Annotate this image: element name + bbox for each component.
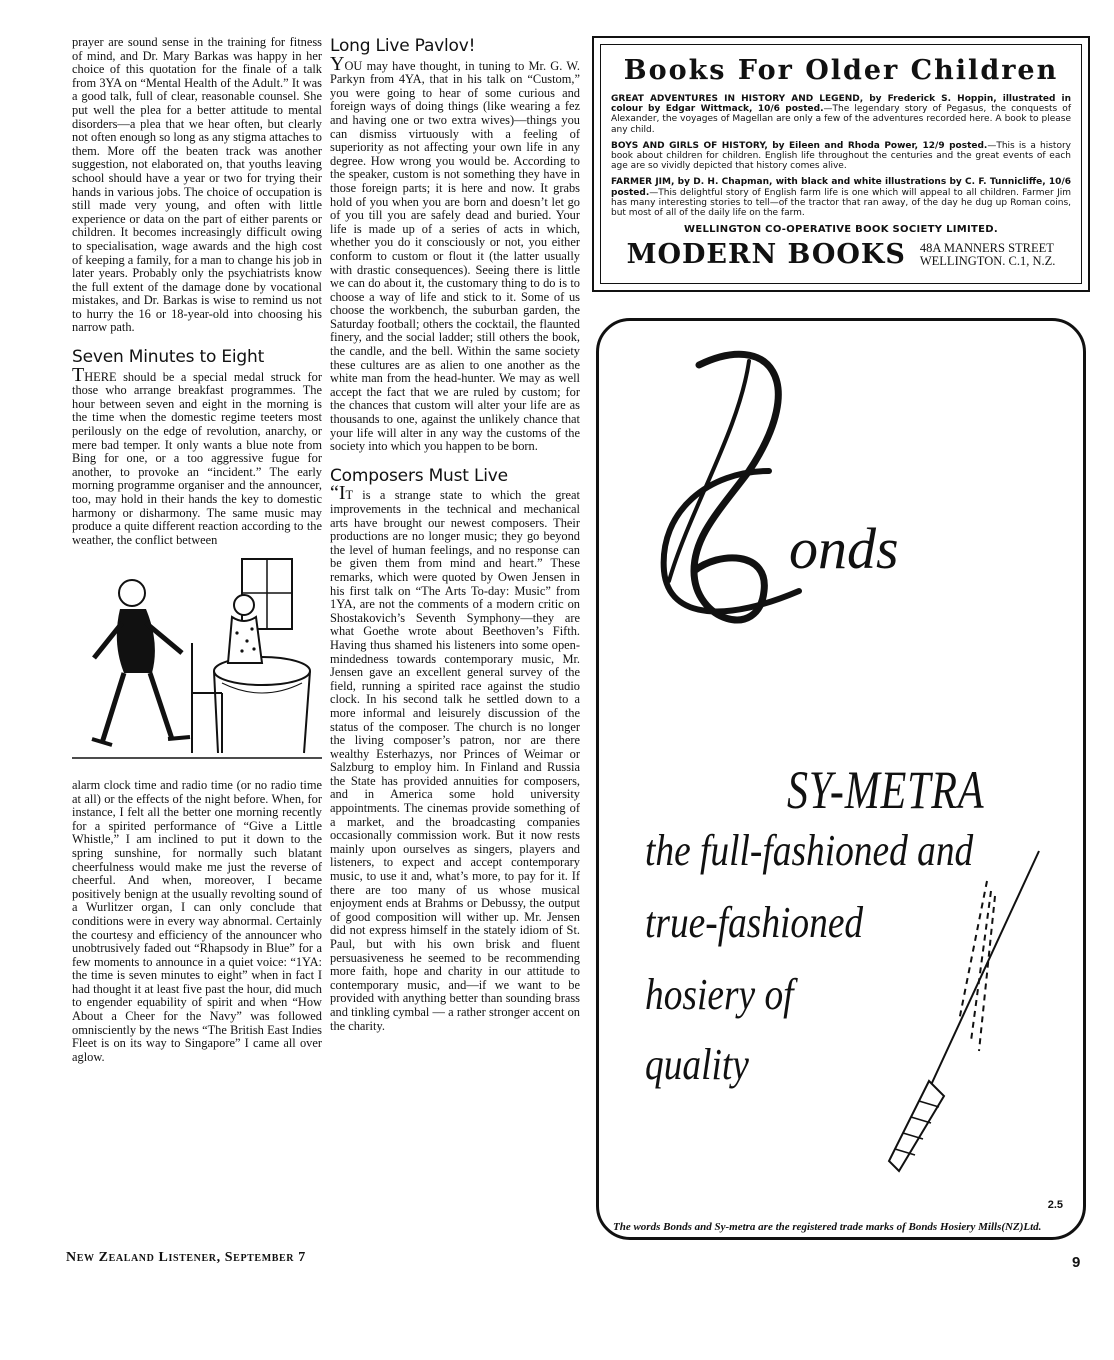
article-body-seven-minutes: THERE should be a special medal struck for those who arrange breakfast programmes. The hour between seven and eight in the morning is the time when the domestic regime teeters most perilously on the edge of revolution, anarchy, or mere bad temper. It only wants a blue note from Bing for one, or a too aggressive fugue for another, to provoke an “incident.” The early morning programme organiser and the announcer, too, may hold in their hands the key to domestic harmony or disharmony. The same music may produce a quite different reaction according to the weather, the conflict between <box>72 363 322 547</box>
book-item-text: —This is a history book about children for children. English life throughout the centuries and the great events of each age are so vividly depicted that history comes alive. <box>611 140 1071 172</box>
publisher-name: WELLINGTON CO-OPERATIVE BOOK SOCIETY LIMITED. <box>683 224 998 236</box>
article-continuation: prayer are sound sense in the training for fitness of mind, and Dr. Mary Barkas was happy in her choice of this quotation for the finale of a talk from 3YA on “Mental Health of the Adult.” It was a good talk, full of clear, reasonable counsel. She put well the plea for a better attitude to mental disorders—a plea that we hear often, but clearly not often enough so long as any stigma attaches to them. More off the beaten track was another suggestion, not elaborated on, that youths leaving school should have a year or two for trying their hands in various jobs. The choice of occupation is still made very young, and often with little experience or data on the part of either parents or children. It becomes increasingly difficult owing to specialisation, wage awards and the high cost of keeping a family, for a man to change his job in later years. Probably only the psychiatrists know the full extent of the damage done by vocational mistakes, and Dr. Barkas is wise to remind us not to hurry the 16 or 18-year-old into choosing his narrow path. <box>72 35 322 335</box>
tagline-line-1: the full-fashioned and <box>645 826 974 875</box>
book-item-text: —This delightful story of English farm life is one which will appeal to all children. Farmer Jim has many interesting stories to tell—of the tractor that ran away, of the day he dug up Roman coins, but most of all of the daily life on the farm. <box>611 187 1071 219</box>
books-advertisement <box>592 36 1090 292</box>
book-item-head: GREAT ADVENTURES IN HISTORY AND LEGEND, by Frederick S. Hoppin, illustrated in colour by Edgar Wittmack, 10/6 posted. <box>611 94 1071 115</box>
modern-books-logo: MODERN BOOKS <box>626 239 906 271</box>
trademark-notice: The words Bonds and Sy-metra are the registered trade marks of Bonds Hosiery Mills(NZ)Ltd. <box>613 1221 1042 1233</box>
book-item-boys-and-girls <box>611 141 1071 172</box>
ad-code: 2.5 <box>1047 1199 1063 1211</box>
column-middle <box>330 36 580 1033</box>
address-line-2: WELLINGTON. C.1, N.Z. <box>919 253 1056 268</box>
book-item-text: —The legendary story of Pegasus, the conquests of Alexander, the voyages of Magellan are only a few of the adventures recorded here. A book to please any child. <box>611 104 1071 135</box>
address-block <box>920 242 1056 268</box>
bonds-brand-tail: onds <box>789 516 899 581</box>
symetra-wordmark: SY-METRA <box>787 760 985 820</box>
books-ad-frame <box>600 44 1082 284</box>
page-number: 9 <box>1072 1254 1081 1271</box>
book-item-farmer-jim <box>611 177 1071 218</box>
publication-footer: New Zealand Listener, September 7 <box>66 1250 306 1265</box>
book-item-head: FARMER JIM, by D. H. Chapman, with black and white illustrations by C. F. Tunnicliffe, 10/6 posted. <box>611 177 1071 198</box>
article-body-seven-minutes-continued: alarm clock time and radio time (or no radio time at all) or the effects of the night before. When, for instance, I felt all the better one morning recently for a spirited performance of “Give a Little Whistle,” I am inclined to put it down to the spring sunshine, for normally such blatant cheerfulness would make me just the reverse of cheerful. And when, moreover, I became positively benign at the usually revolting sound of a Wurlitzer organ, I can only conclude that conditions were in every way abnormal. Certainly the courtesy and efficiency of the announcer who unobtrusively faded out “Rhapsody in Blue” for a few moments to announce in a quiet voice: “1YA: the time is seven minutes to eight” when in fact I had thought it at least five past the hour, did much to engender equability of spirit and when “How About a Cheer for the Navy” was followed omnisciently by the news “The British East Indies Fleet is on its way to Singapore” I came all over aglow. <box>72 777 322 1064</box>
book-item-head: BOYS AND GIRLS OF HISTORY, by Eileen and Rhoda Power, 12/9 posted. <box>611 140 988 151</box>
breakfast-illustration <box>72 553 322 767</box>
tagline-line-2: true-fashioned <box>645 898 864 947</box>
modern-books-row <box>611 239 1071 270</box>
article-body-pavlov: YOU may have thought, in tuning to Mr. G. W. Parkyn from 4YA, that in his talk on “Custom,” you were going to hear of some curious and foreign ways of doing things (like wearing a fez and having one or two extra wives)—things you can dismiss virtuously with a feeling of superiority as not affecting your own life in any degree. How wrong you would be. According to the speaker, custom is not something they have in those foreign parts; it is here and now. It grabs hold of you when you are born and doesn’t let go of you till you are safely dead and buried. Your life is made up of a series of acts in which, whether you do it consciously or not, you either conform to custom or flout it (the latter usually with drastic consequences). Seeing there is little we can do about it, the customary thing to do is to choose a way of life and stick to it. Some of us choose the workbench, the suburban garden, the Saturday football; others the cocktail, the flaunted finery, and the social ladder; still others the book, the candle, and the bell. Within the same society these cultures are as alien to one another as the white man from the head-hunter. We may as well accept the fact that we are ruled by custom; for the chances that custom will alter your life are as thousands to one, against the unlikely chance that your life will alter in any way the customs of the society into which you happen to be born. <box>330 52 580 454</box>
column-left <box>72 36 322 1064</box>
section-heading-composers: Composers Must Live <box>330 465 508 486</box>
book-item-great-adventures <box>611 94 1071 135</box>
address-line-1: 48A MANNERS STREET <box>919 240 1054 255</box>
bonds-hosiery-advertisement <box>596 318 1086 1240</box>
article-body-composers: “IT is a strange state to which the great improvements in the technical and mechanical arts have brought our newest composers. Their productions are no longer music; they go beyond the level of human feelings, and no response can be given them from mind and heart.” These remarks, which were quoted by Owen Jensen in his first talk on “The Arts To-day: Music” from 1YA, are not the comments of a modern critic on Shostakovich’s Seventh Symphony—they are what Goethe wrote about Beethoven’s Fifth. Having thus shamed his listeners into some open-mindedness towards contemporary music, Mr. Jensen gave an excellent general survey of the field, running a spirited race against the studio clock. In his second talk he settled down to a more informal and leisurely discussion of the status of the composer. The church is no longer the living composer’s patron, nor are there wealthy Esterhazys, nor Princes of Weimar or Salzburg to employ him. In Finland and Russia the State has provided annuities for composers, and in America some hold university appointments. The cinemas provide something of a market, and the broadcasting companies occasionally commission work. But it now rests mainly upon ourselves as singers, players and listeners, to expect and accept contemporary music, to use it and, what’s more, to pay for it. If there are too many of us whose musical enjoyment ends at Brahms or Debussy, the output of good composition will wither up. Mr. Jensen did not express himself in the stately idiom of St. Paul, but with his own brisk and fluent persuasiveness he seemed to be recommending more faith, hope and charity in our attitude to contemporary music, and—if we want to be provided with anything better than sounding brass and tinkling cymbal — a rather stronger accent on the charity. <box>330 482 580 1033</box>
books-ad-title: Books For Older Children <box>623 55 1059 86</box>
section-heading-pavlov: Long Live Pavlov! <box>330 36 476 56</box>
tagline-line-4: quality <box>645 1040 749 1089</box>
section-heading-seven-minutes: Seven Minutes to Eight <box>72 347 265 368</box>
tagline-line-3: hosiery of <box>645 970 794 1019</box>
